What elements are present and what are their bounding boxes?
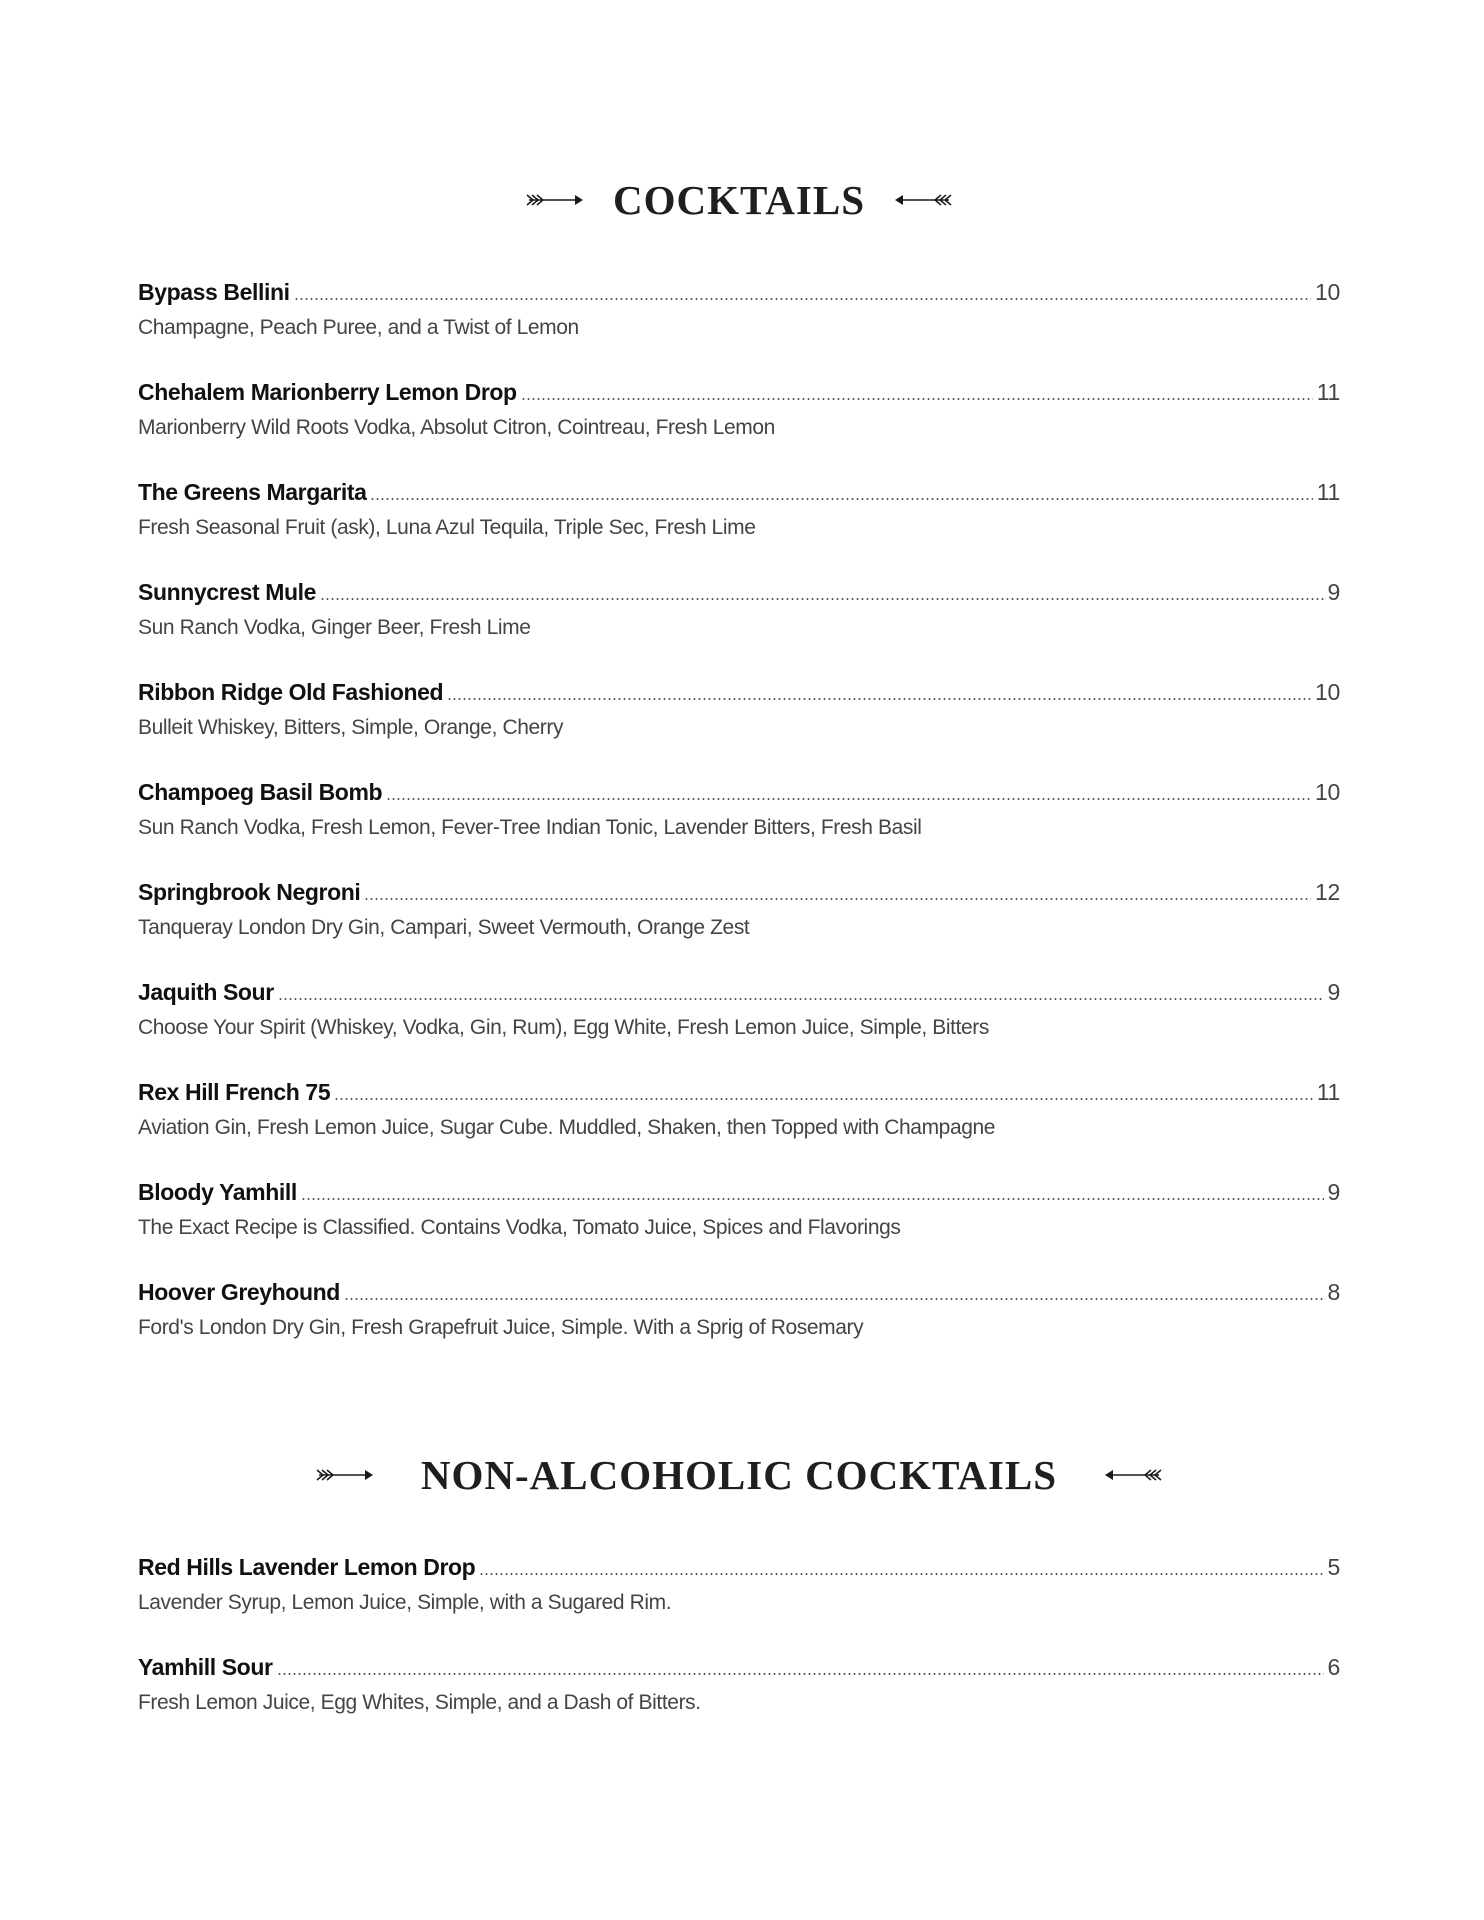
dot-leader bbox=[479, 1573, 1323, 1575]
dot-leader bbox=[277, 1673, 1324, 1675]
item-line bbox=[138, 1074, 1340, 1110]
section-header bbox=[138, 1443, 1340, 1507]
item-name: Chehalem Marionberry Lemon Drop bbox=[138, 379, 517, 405]
menu-item bbox=[138, 874, 1340, 974]
menu-item bbox=[138, 1074, 1340, 1174]
item-line bbox=[138, 1174, 1340, 1210]
item-price: 10 bbox=[1315, 679, 1340, 705]
item-description: Sun Ranch Vodka, Fresh Lemon, Fever-Tree Indian Tonic, Lavender Bitters, Fresh Basil bbox=[138, 816, 922, 839]
dot-leader bbox=[447, 698, 1311, 700]
menu-item bbox=[138, 674, 1340, 774]
cocktails-section bbox=[138, 168, 1340, 1374]
item-description: Ford's London Dry Gin, Fresh Grapefruit Juice, Simple. With a Sprig of Rosemary bbox=[138, 1316, 864, 1339]
section-title: COCKTAILS bbox=[612, 177, 866, 223]
dot-leader bbox=[364, 898, 1311, 900]
non-alcoholic-list bbox=[138, 1549, 1340, 1749]
dot-leader bbox=[301, 1198, 1324, 1200]
dot-leader bbox=[344, 1298, 1324, 1300]
item-description: Fresh Lemon Juice, Egg Whites, Simple, and a Dash of Bitters. bbox=[138, 1691, 701, 1714]
arrow-left-icon bbox=[891, 191, 953, 209]
item-price: 10 bbox=[1315, 779, 1340, 805]
menu-item bbox=[138, 1174, 1340, 1274]
menu-item bbox=[138, 1549, 1340, 1649]
item-name: Yamhill Sour bbox=[138, 1654, 273, 1680]
item-line bbox=[138, 974, 1340, 1010]
item-name: Ribbon Ridge Old Fashioned bbox=[138, 679, 444, 705]
menu-item bbox=[138, 274, 1340, 374]
item-name: The Greens Margarita bbox=[138, 479, 367, 505]
item-description: Marionberry Wild Roots Vodka, Absolut Citron, Cointreau, Fresh Lemon bbox=[138, 416, 775, 439]
dot-leader bbox=[370, 498, 1312, 500]
item-price: 10 bbox=[1315, 279, 1340, 305]
item-name: Sunnycrest Mule bbox=[138, 579, 317, 605]
menu-item bbox=[138, 1274, 1340, 1374]
item-line bbox=[138, 574, 1340, 610]
item-price: 11 bbox=[1316, 1079, 1340, 1105]
menu-item bbox=[138, 474, 1340, 574]
item-name: Rex Hill French 75 bbox=[138, 1079, 331, 1105]
dot-leader bbox=[386, 798, 1311, 800]
section-title: NON-ALCOHOLIC COCKTAILS bbox=[420, 1452, 1058, 1498]
item-description: Aviation Gin, Fresh Lemon Juice, Sugar Cube. Muddled, Shaken, then Topped with Champagne bbox=[138, 1116, 996, 1139]
item-name: Springbrook Negroni bbox=[138, 879, 361, 905]
item-description: Choose Your Spirit (Whiskey, Vodka, Gin, Rum), Egg White, Fresh Lemon Juice, Simple, Bitters bbox=[138, 1016, 990, 1039]
item-line bbox=[138, 874, 1340, 910]
item-description: Champagne, Peach Puree, and a Twist of Lemon bbox=[138, 316, 579, 339]
menu-item bbox=[138, 974, 1340, 1074]
menu-item bbox=[138, 1649, 1340, 1749]
item-price: 11 bbox=[1316, 379, 1340, 405]
item-description: Tanqueray London Dry Gin, Campari, Sweet Vermouth, Orange Zest bbox=[138, 916, 750, 939]
item-line bbox=[138, 774, 1340, 810]
item-description: Bulleit Whiskey, Bitters, Simple, Orange, Cherry bbox=[138, 716, 564, 739]
arrow-left-icon bbox=[1101, 1466, 1163, 1484]
item-line bbox=[138, 274, 1340, 310]
item-line bbox=[138, 1649, 1340, 1685]
item-line bbox=[138, 1274, 1340, 1310]
item-name: Hoover Greyhound bbox=[138, 1279, 340, 1305]
cocktail-list bbox=[138, 274, 1340, 1374]
dot-leader bbox=[294, 298, 1311, 300]
item-price: 9 bbox=[1327, 1179, 1340, 1205]
non-alcoholic-section bbox=[138, 1443, 1340, 1749]
item-line bbox=[138, 674, 1340, 710]
item-line bbox=[138, 374, 1340, 410]
menu-item bbox=[138, 774, 1340, 874]
item-price: 9 bbox=[1327, 979, 1340, 1005]
item-line bbox=[138, 1549, 1340, 1585]
dot-leader bbox=[334, 1098, 1313, 1100]
item-line bbox=[138, 474, 1340, 510]
item-price: 8 bbox=[1327, 1279, 1340, 1305]
item-name: Bloody Yamhill bbox=[138, 1179, 297, 1205]
item-price: 11 bbox=[1316, 479, 1340, 505]
item-name: Red Hills Lavender Lemon Drop bbox=[138, 1554, 476, 1580]
dot-leader bbox=[521, 398, 1313, 400]
item-price: 6 bbox=[1327, 1654, 1340, 1680]
arrow-right-icon bbox=[315, 1466, 377, 1484]
item-price: 5 bbox=[1327, 1554, 1340, 1580]
item-description: Fresh Seasonal Fruit (ask), Luna Azul Tequila, Triple Sec, Fresh Lime bbox=[138, 516, 756, 539]
item-description: The Exact Recipe is Classified. Contains Vodka, Tomato Juice, Spices and Flavorings bbox=[138, 1216, 901, 1239]
dot-leader bbox=[320, 598, 1323, 600]
item-description: Lavender Syrup, Lemon Juice, Simple, with a Sugared Rim. bbox=[138, 1591, 672, 1614]
item-price: 12 bbox=[1315, 879, 1340, 905]
menu-item bbox=[138, 374, 1340, 474]
item-price: 9 bbox=[1327, 579, 1340, 605]
menu-item bbox=[138, 574, 1340, 674]
item-name: Bypass Bellini bbox=[138, 279, 290, 305]
item-name: Champoeg Basil Bomb bbox=[138, 779, 383, 805]
item-name: Jaquith Sour bbox=[138, 979, 274, 1005]
dot-leader bbox=[278, 998, 1324, 1000]
section-header bbox=[138, 168, 1340, 232]
item-description: Sun Ranch Vodka, Ginger Beer, Fresh Lime bbox=[138, 616, 531, 639]
arrow-right-icon bbox=[525, 191, 587, 209]
